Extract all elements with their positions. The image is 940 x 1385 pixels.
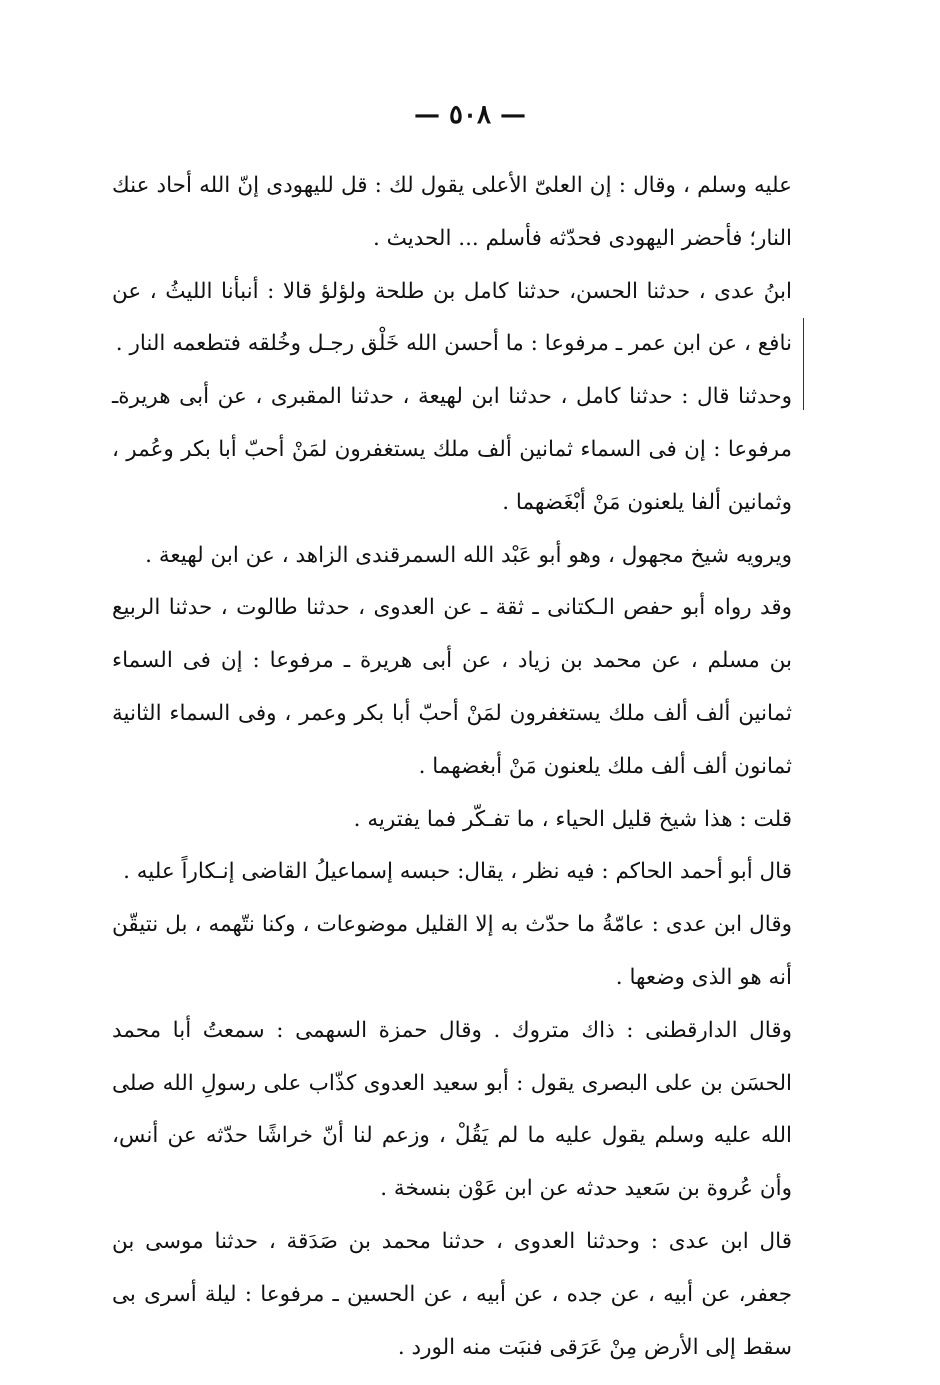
paragraph: قال أبو أحمد الحاكم : فيه نظر ، يقال: حبسه إسماعيلُ القاضى إنـكاراً عليه . — [123, 859, 792, 885]
page-number: — ٥٠٨ — — [413, 100, 527, 130]
paragraph: وقال ابن عدى : عامّةُ ما حدّث به إلا القليل موضوعات ، وكنا نتّهمه ، بل نتيقّن أنه هو الذى وضعها . — [112, 912, 792, 990]
paragraph: ويرويه شيخ مجهول ، وهو أبو عَبْد الله السمرقندى الزاهد ، عن ابن لهيعة . — [145, 542, 792, 568]
paragraph: قلت : هذا شيخ قليل الحياء ، ما تفـكّر فما يفتريه . — [353, 806, 792, 832]
paragraph: قال ابن عدى : وحدثنا العدوى ، حدثنا محمد بن صَدَقة ، حدثنا موسى بن جعفر، عن أبيه ، عن جده ، عن أبيه ، عن الحسين ـ مرفوعا : ليلة أسرى بى سقط إلى الأرض مِنْ عَرَقى فنبَت منه الورد . — [112, 1228, 792, 1360]
main-text — [112, 160, 792, 1374]
paragraph: وقال الدارقطنى : ذاك متروك . وقال حمزة السهمى : سمعتُ أبا محمد الحسَن بن على البصرى يقول : أبو سعيد العدوى كذّاب على رسولِ الله صلى الله عليه وسلم يقول عليه ما لم يَقُلْ ، وزعم لنا أنّ خراشًا حدّثه عن أنس، وأن عُروة بن سَعيد حدثه عن ابن عَوْن بنسخة . — [112, 1017, 792, 1202]
paragraph: عليه وسلم ، وقال : إن العلىّ الأعلى يقول لك : قل لليهودى إنّ الله أحاد عنك النار؛ فأحضر اليهودى فحدّثه فأسلم ... الحديث . — [112, 173, 792, 251]
paragraph: وحدثنا قال : حدثنا كامل ، حدثنا ابن لهيعة ، حدثنا المقبرى ، عن أبى هريرةـ مرفوعا : إن فى السماء ثمانين ألف ملك يستغفرون لمَنْ أحبّ أبا بكر وعُمر ، وثمانين ألفا يلعنون مَنْ أبْغَضهما . — [112, 384, 792, 515]
margin-rule — [803, 318, 804, 410]
paragraph: ابنُ عدى ، حدثنا الحسن، حدثنا كامل بن طلحة ولؤلؤ قالا : أنبأنا الليثُ ، عن نافع ، عن ابن عمر ـ مرفوعا : ما أحسن الله خَلْق رجـل وخُلقه فتطعمه النار . — [112, 278, 792, 357]
paragraph: وقد رواه أبو حفص الـكتانى ـ ثقة ـ عن العدوى ، حدثنا طالوت ، حدثنا الربيع بن مسلم ، عن محمد بن زياد ، عن أبى هريرة ـ مرفوعا : إن فى السماء ثمانين ألف ألف ملك يستغفرون لمَنْ أحبّ أبا بكر وعمر ، وفى السماء الثانية ثمانون ألف ألف ملك يلعنون مَنْ أبغضهما . — [112, 595, 792, 779]
